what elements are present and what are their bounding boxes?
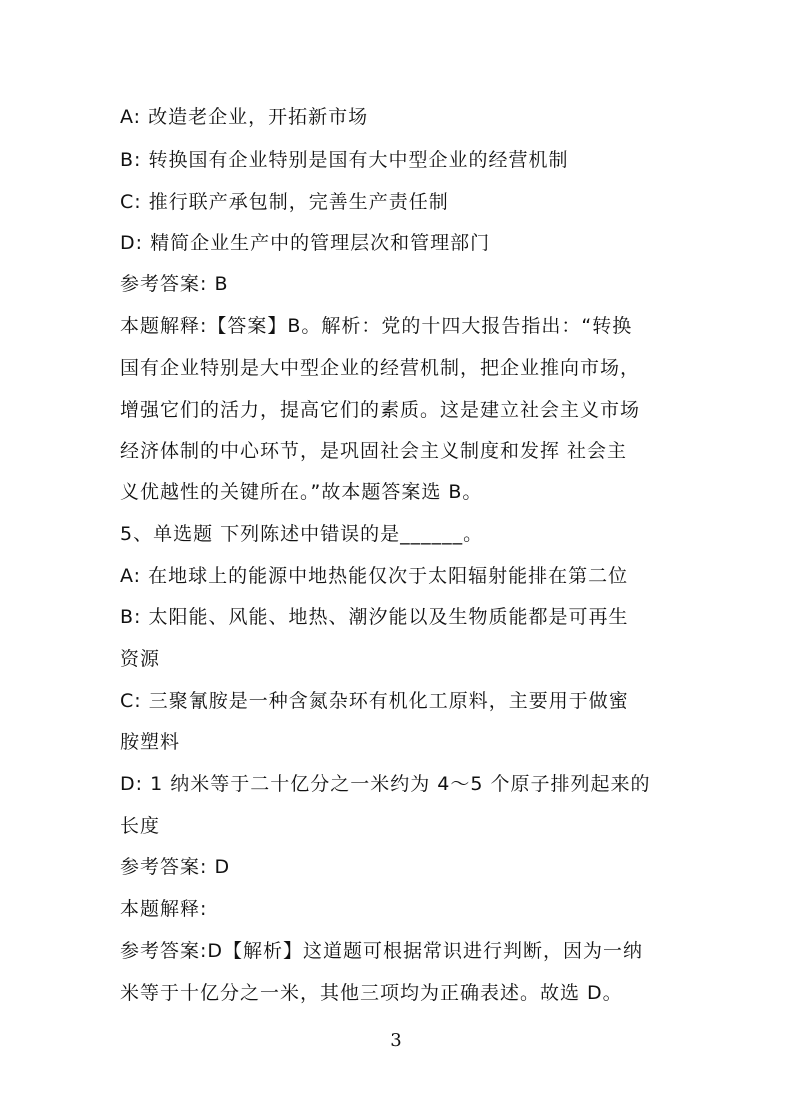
q4-option-a: A: 改造老企业，开拓新市场 xyxy=(120,106,369,128)
q5-explanation-label: 本题解释: xyxy=(120,898,208,920)
q4-explanation-line: 增强它们的活力，提高它们的素质。这是建立社会主义市场 xyxy=(120,399,641,421)
q4-explanation-line: 本题解释:【答案】B。解析：党的十四大报告指出：“转换 xyxy=(120,315,633,337)
q4-explanation-line: 经济体制的中心环节，是巩固社会主义制度和发挥 社会主 xyxy=(120,440,628,462)
q5-option-line: A: 在地球上的能源中地热能仅次于太阳辐射能排在第二位 xyxy=(120,565,629,587)
q4-option-c: C: 推行联产承包制，完善生产责任制 xyxy=(120,191,449,213)
q4-option-b: B: 转换国有企业特别是国有大中型企业的经营机制 xyxy=(120,149,569,171)
q5-option-line: C: 三聚氰胺是一种含氮杂环有机化工原料，主要用于做蜜 xyxy=(120,690,629,712)
q5-title: 5、单选题 下列陈述中错误的是______。 xyxy=(120,523,484,545)
page-number: 3 xyxy=(390,1030,402,1051)
q5-option-line: 长度 xyxy=(120,815,161,837)
q5-explanation-line: 米等于十亿分之一米，其他三项均为正确表述。故选 D。 xyxy=(120,982,623,1004)
q5-answer: 参考答案: D xyxy=(120,856,231,878)
q4-answer: 参考答案: B xyxy=(120,273,229,295)
q5-option-line: 胺塑料 xyxy=(120,731,181,753)
q4-option-d: D: 精简企业生产中的管理层次和管理部门 xyxy=(120,232,491,254)
q5-option-line: B: 太阳能、风能、地热、潮汐能以及生物质能都是可再生 xyxy=(120,606,629,628)
q5-option-line: D: 1 纳米等于二十亿分之一米约为 4～5 个原子排列起来的 xyxy=(120,773,651,795)
q4-explanation-line: 国有企业特别是大中型企业的经营机制，把企业推向市场， xyxy=(120,357,641,379)
q5-option-line: 资源 xyxy=(120,648,161,670)
q4-explanation-line: 义优越性的关键所在。”故本题答案选 B。 xyxy=(120,481,483,503)
q5-explanation-line: 参考答案:D【解析】这道题可根据常识进行判断，因为一纳 xyxy=(120,940,644,962)
